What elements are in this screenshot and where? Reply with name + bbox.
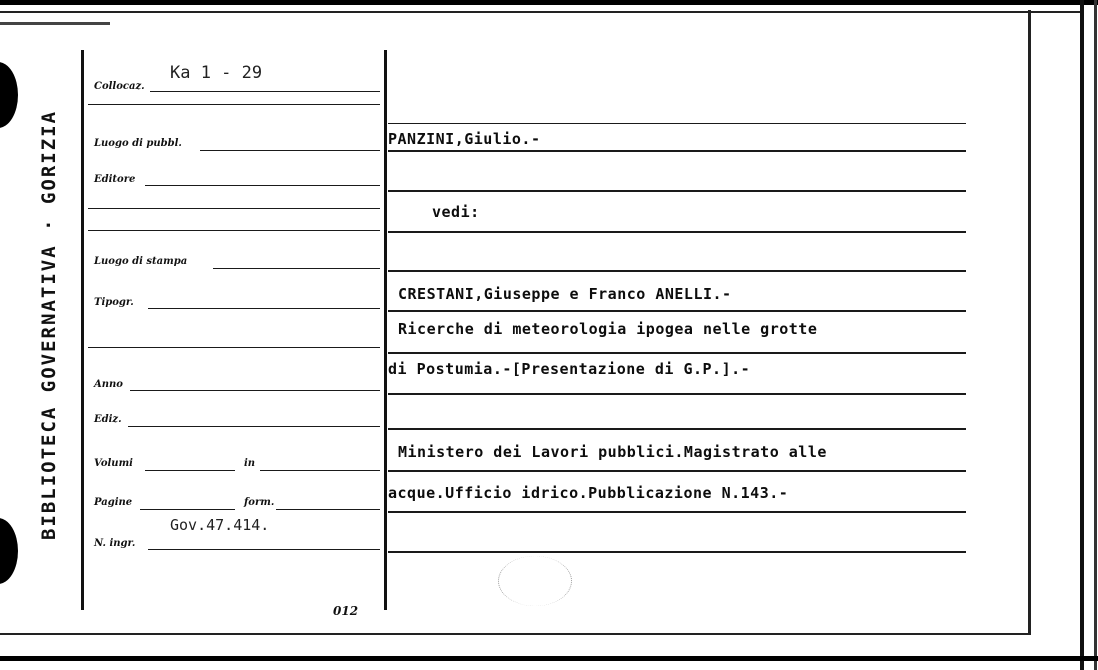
label-edizione: Ediz. (94, 414, 122, 425)
punch-hole-mark (498, 556, 572, 606)
left-column-divider (81, 50, 84, 610)
rule-3 (88, 230, 380, 231)
label-tipogr: Tipogr. (94, 297, 134, 308)
entry-line-1: PANZINI,Giulio.- (388, 130, 541, 148)
body-rule-11 (388, 511, 966, 513)
bottom-edge (0, 656, 1098, 661)
entry-line-3: vedi: (432, 203, 480, 221)
body-rule-8 (388, 393, 966, 395)
binding-hole-bottom (0, 518, 18, 584)
label-collocazione: Collocaz. (94, 81, 145, 92)
body-rule-12 (388, 551, 966, 553)
body-rule-5 (388, 270, 966, 272)
rule-luogo-pubbl (200, 150, 380, 151)
label-luogo-stampa: Luogo di stampa (94, 256, 188, 267)
rule-1 (88, 104, 380, 105)
bottom-border (0, 633, 1028, 635)
right-edge-shadow-2 (1094, 0, 1097, 670)
label-in: in (244, 458, 256, 469)
label-numero-ingresso: N. ingr. (94, 538, 136, 549)
top-border (0, 11, 1080, 13)
body-rule-3 (388, 190, 966, 192)
body-rule-9 (388, 428, 966, 430)
binding-hole-top (0, 62, 18, 128)
right-edge-shadow (1080, 0, 1084, 670)
rule-volumi (145, 470, 235, 471)
rule-editore (145, 185, 380, 186)
entry-line-10: acque.Ufficio idrico.Pubblicazione N.143.- (388, 484, 789, 502)
entry-line-9: Ministero dei Lavori pubblici.Magistrato alle (398, 443, 827, 461)
body-rule-2 (388, 150, 966, 152)
rule-numero-ingresso (148, 549, 380, 550)
entry-line-5: CRESTANI,Giuseppe e Franco ANELLI.- (398, 285, 732, 303)
rule-tipogr (148, 308, 380, 309)
rule-collocazione (150, 91, 380, 92)
entry-line-7: di Postumia.-[Presentazione di G.P.].- (388, 360, 751, 378)
label-pagine: Pagine (94, 497, 133, 508)
rule-4 (88, 347, 380, 348)
rule-pagine (140, 509, 235, 510)
body-rule-10 (388, 470, 966, 472)
rule-edizione (128, 426, 380, 427)
label-formato: form. (244, 497, 275, 508)
label-anno: Anno (94, 379, 123, 390)
label-luogo-pubbl: Luogo di pubbl. (94, 138, 182, 149)
label-volumi: Volumi (94, 458, 133, 469)
entry-line-6: Ricerche di meteorologia ipogea nelle grotte (398, 320, 818, 338)
rule-2 (88, 208, 380, 209)
library-stamp (32, 60, 66, 590)
top-border-shadow (0, 22, 110, 25)
body-rule-6 (388, 310, 966, 312)
value-collocazione: Ka 1 - 29 (170, 63, 263, 83)
rule-luogo-stampa (213, 268, 380, 269)
top-edge (0, 0, 1098, 5)
bottom-mark: 012 (333, 604, 359, 618)
body-rule-1 (388, 123, 966, 124)
rule-anno (130, 390, 380, 391)
library-name: BIBLIOTECA GOVERNATIVA · GORIZIA (38, 109, 61, 541)
rule-formato (276, 509, 380, 510)
rule-in (260, 470, 380, 471)
label-editore: Editore (94, 174, 136, 185)
body-rule-4 (388, 231, 966, 233)
right-border (1028, 10, 1031, 635)
center-column-divider (384, 50, 387, 610)
body-rule-7 (388, 352, 966, 354)
value-numero-ingresso: Gov.47.414. (170, 516, 270, 534)
